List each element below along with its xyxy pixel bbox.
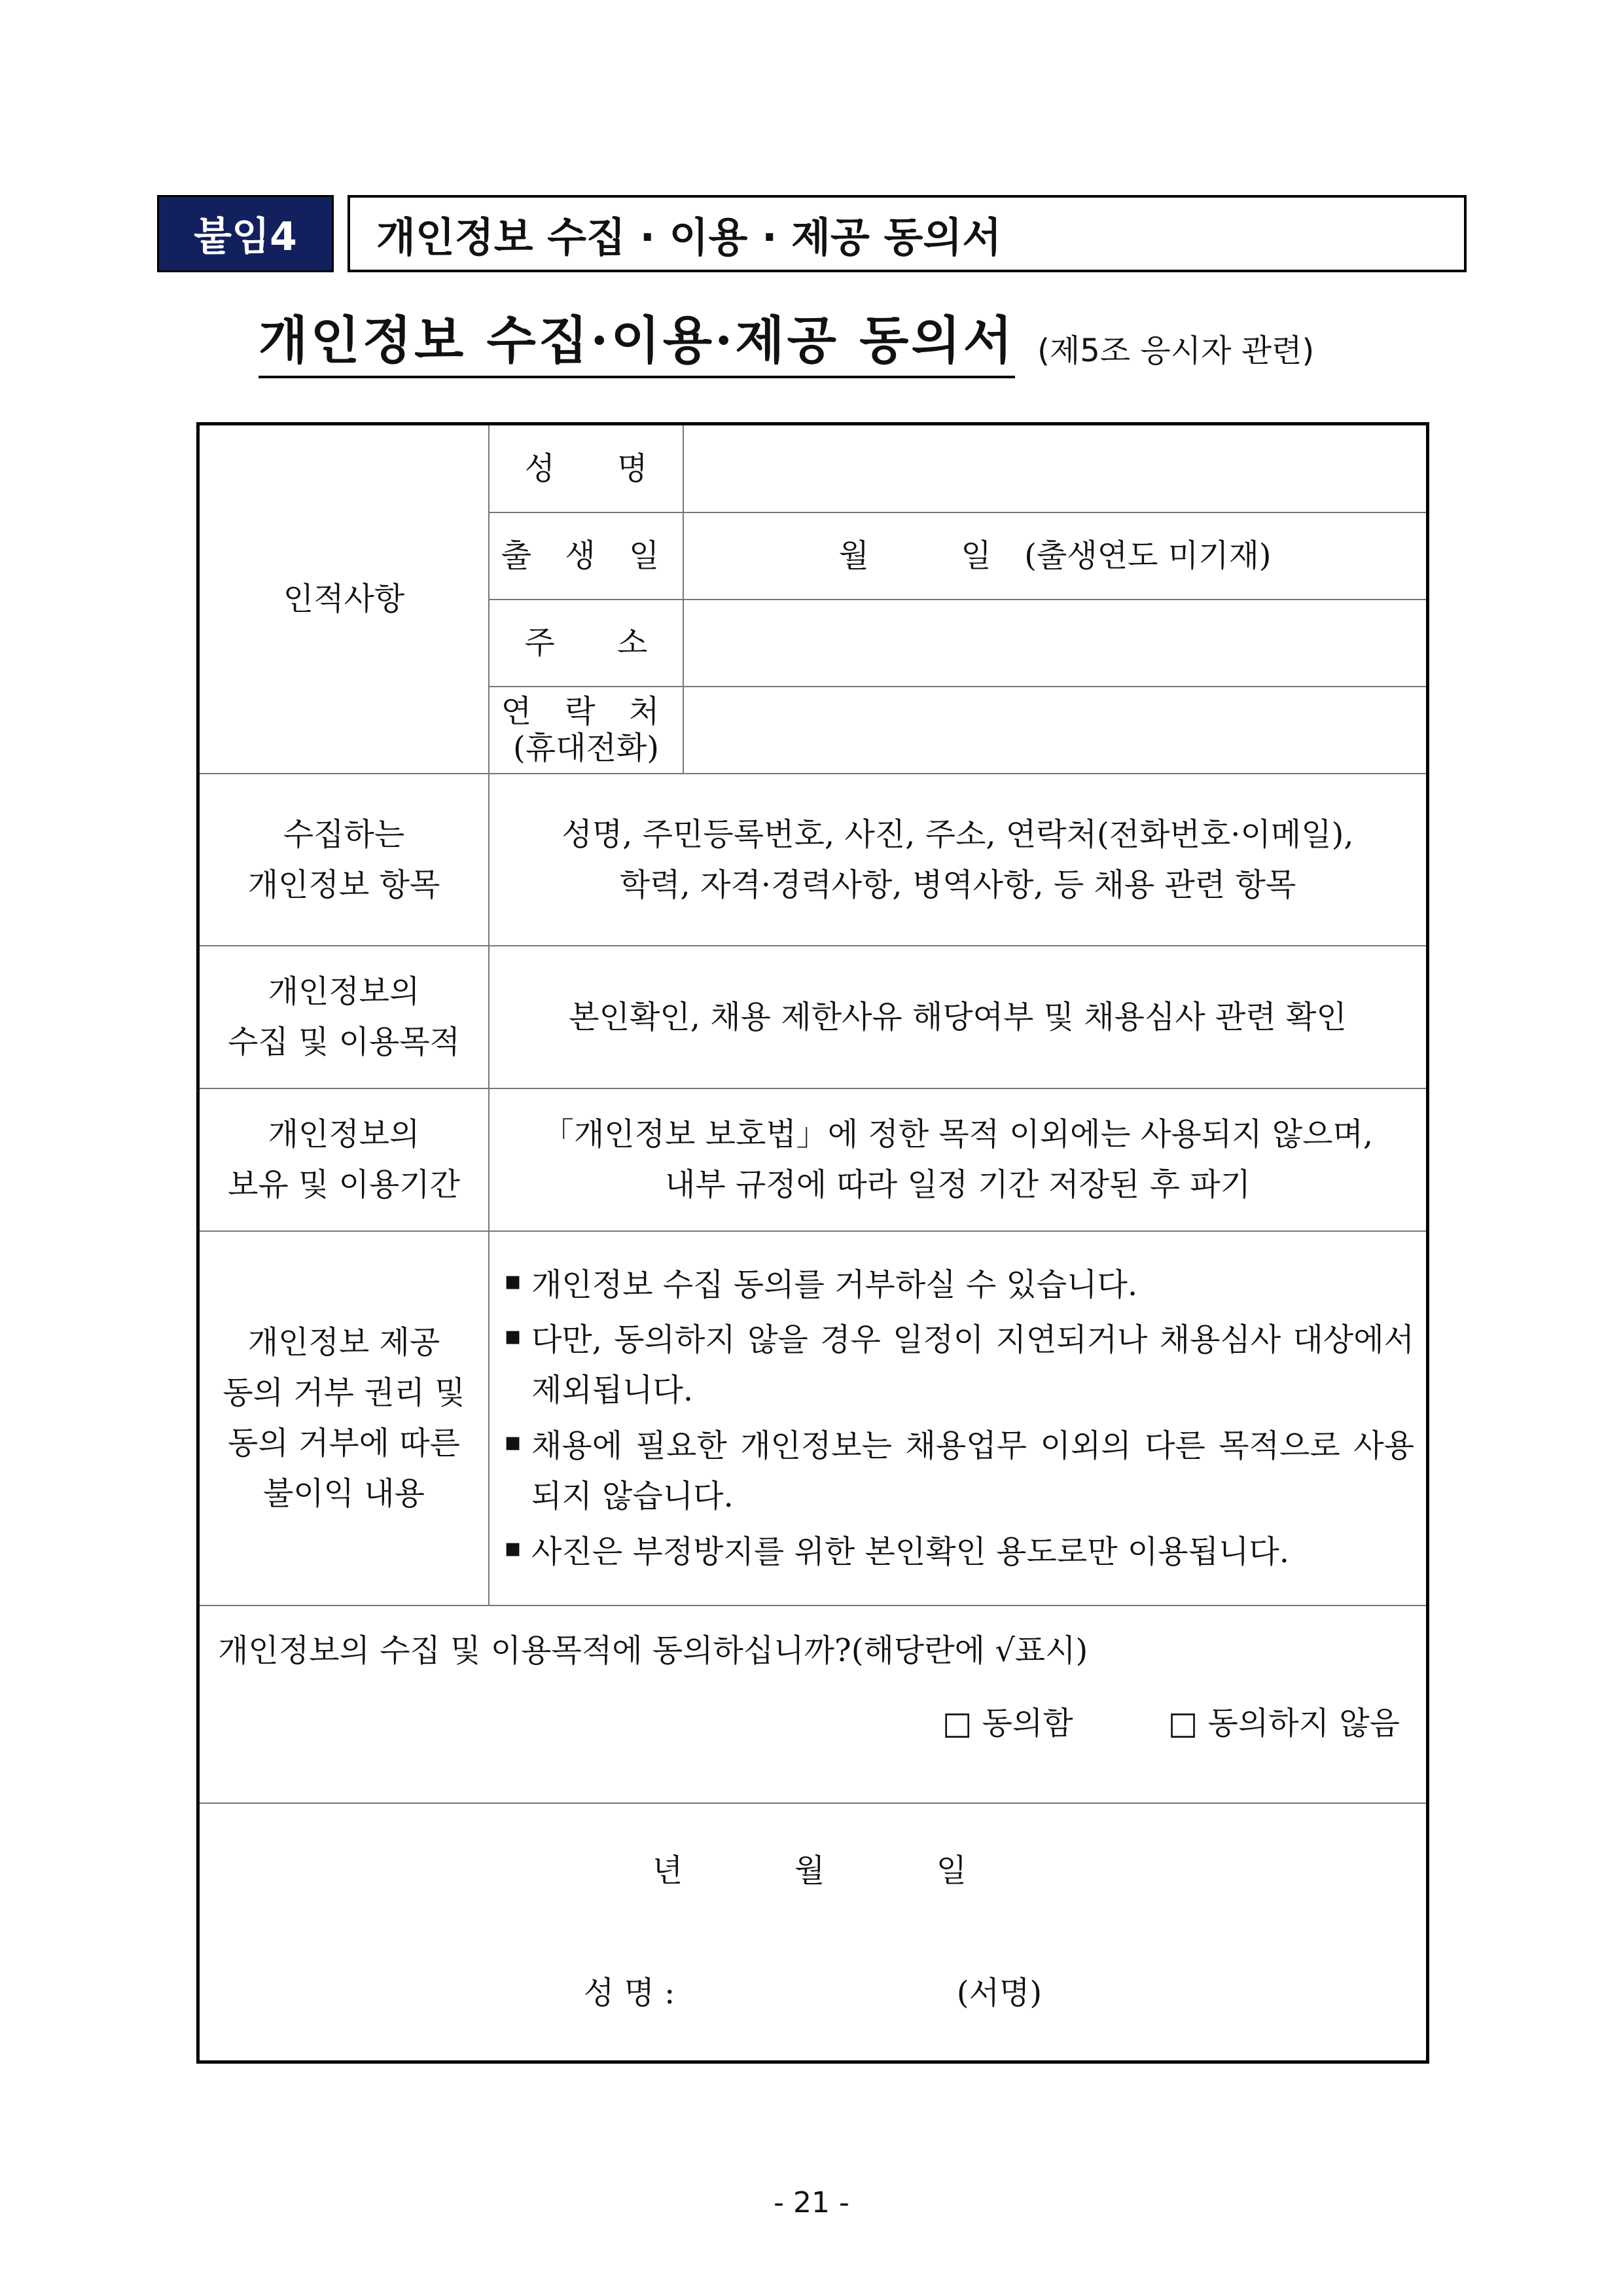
address-label: 주 소 [489,600,683,687]
row-retention [200,1088,1426,1231]
collected-items-value: 성명, 주민등록번호, 사진, 주소, 연락처(전화번호·이메일), 학력, 자격·경력사항, 병역사항, 등 채용 관련 항목 [489,774,1426,946]
list-item: ▪ 개인정보 수집 동의를 거부하실 수 있습니다. [504,1265,1138,1303]
signature-line [200,1968,1426,2018]
list-item: ▪ 사진은 부정방지를 위한 본인확인 용도로만 이용됩니다. [504,1532,1290,1570]
signature-note[interactable]: (서명) [956,1975,1043,2011]
consent-cell [200,1605,1426,1803]
document-heading [259,306,1314,378]
signature-date [200,1846,1426,1896]
list-item: ▪ 다만, 동의하지 않을 경우 일정이 지연되거나 채용심사 대상에서 제외됩니다. [504,1321,1414,1409]
contact-label: 연 락 처 (휴대전화) [489,687,683,774]
attachment-tag [157,195,334,272]
consent-question: 개인정보의 수집 및 이용목적에 동의하십니까?(해당란에 √표시) [218,1632,1088,1669]
purpose-value: 본인확인, 채용 제한사유 해당여부 및 채용심사 관련 확인 [489,946,1426,1088]
refusal-notes [489,1231,1426,1605]
attachment-title: 개인정보 수집 · 이용 · 제공 동의서 [376,213,1002,261]
name-label: 성 명 [489,425,683,512]
birth-day: 일 [961,537,991,575]
birth-note: (출생연도 미기재) [1024,537,1272,575]
date-day: 일 [936,1852,974,1890]
refusal-label: 개인정보 제공 동의 거부 권리 및 동의 거부에 따른 불이익 내용 [200,1231,489,1605]
birth-field[interactable] [683,512,1426,600]
row-signature [200,1803,1426,2060]
consent-options [200,1676,1426,1749]
row-refusal [200,1231,1426,1605]
document-title: 개인정보 수집·이용·제공 동의서 [259,300,1015,378]
row-collected-items [200,774,1426,946]
agree-checkbox[interactable]: □ 동의함 [942,1704,1073,1742]
row-consent [200,1605,1426,1803]
date-month: 월 [794,1852,832,1890]
birth-month: 월 [838,537,869,575]
disagree-checkbox[interactable]: □ 동의하지 않음 [1168,1704,1400,1742]
refusal-notes-list [490,1260,1426,1577]
retention-label: 개인정보의 보유 및 이용기간 [200,1088,489,1231]
signature-name-label: 성 명 : [583,1975,675,2011]
date-year: 년 [652,1852,690,1890]
collected-items-label: 수집하는 개인정보 항목 [200,774,489,946]
signature-cell [200,1803,1426,2060]
row-name [200,425,1426,512]
birth-label: 출 생 일 [489,512,683,600]
attachment-title-box [348,195,1467,272]
address-field[interactable] [683,600,1426,687]
document-subtitle: (제5조 응시자 관련) [1037,332,1315,369]
name-field[interactable] [683,425,1426,512]
page-number: - 21 - [774,2186,849,2219]
contact-field[interactable] [683,687,1426,774]
consent-form-table [196,422,1429,2064]
personal-section-label: 인적사항 [200,425,489,774]
attachment-tag-label: 붙임4 [194,214,297,260]
row-purpose [200,946,1426,1088]
retention-value: 「개인정보 보호법」에 정한 목적 이외에는 사용되지 않으며, 내부 규정에 따라 일정 기간 저장된 후 파기 [489,1088,1426,1231]
purpose-label: 개인정보의 수집 및 이용목적 [200,946,489,1088]
list-item: ▪ 채용에 필요한 개인정보는 채용업무 이외의 다른 목적으로 사용되지 않습니다. [504,1427,1414,1515]
